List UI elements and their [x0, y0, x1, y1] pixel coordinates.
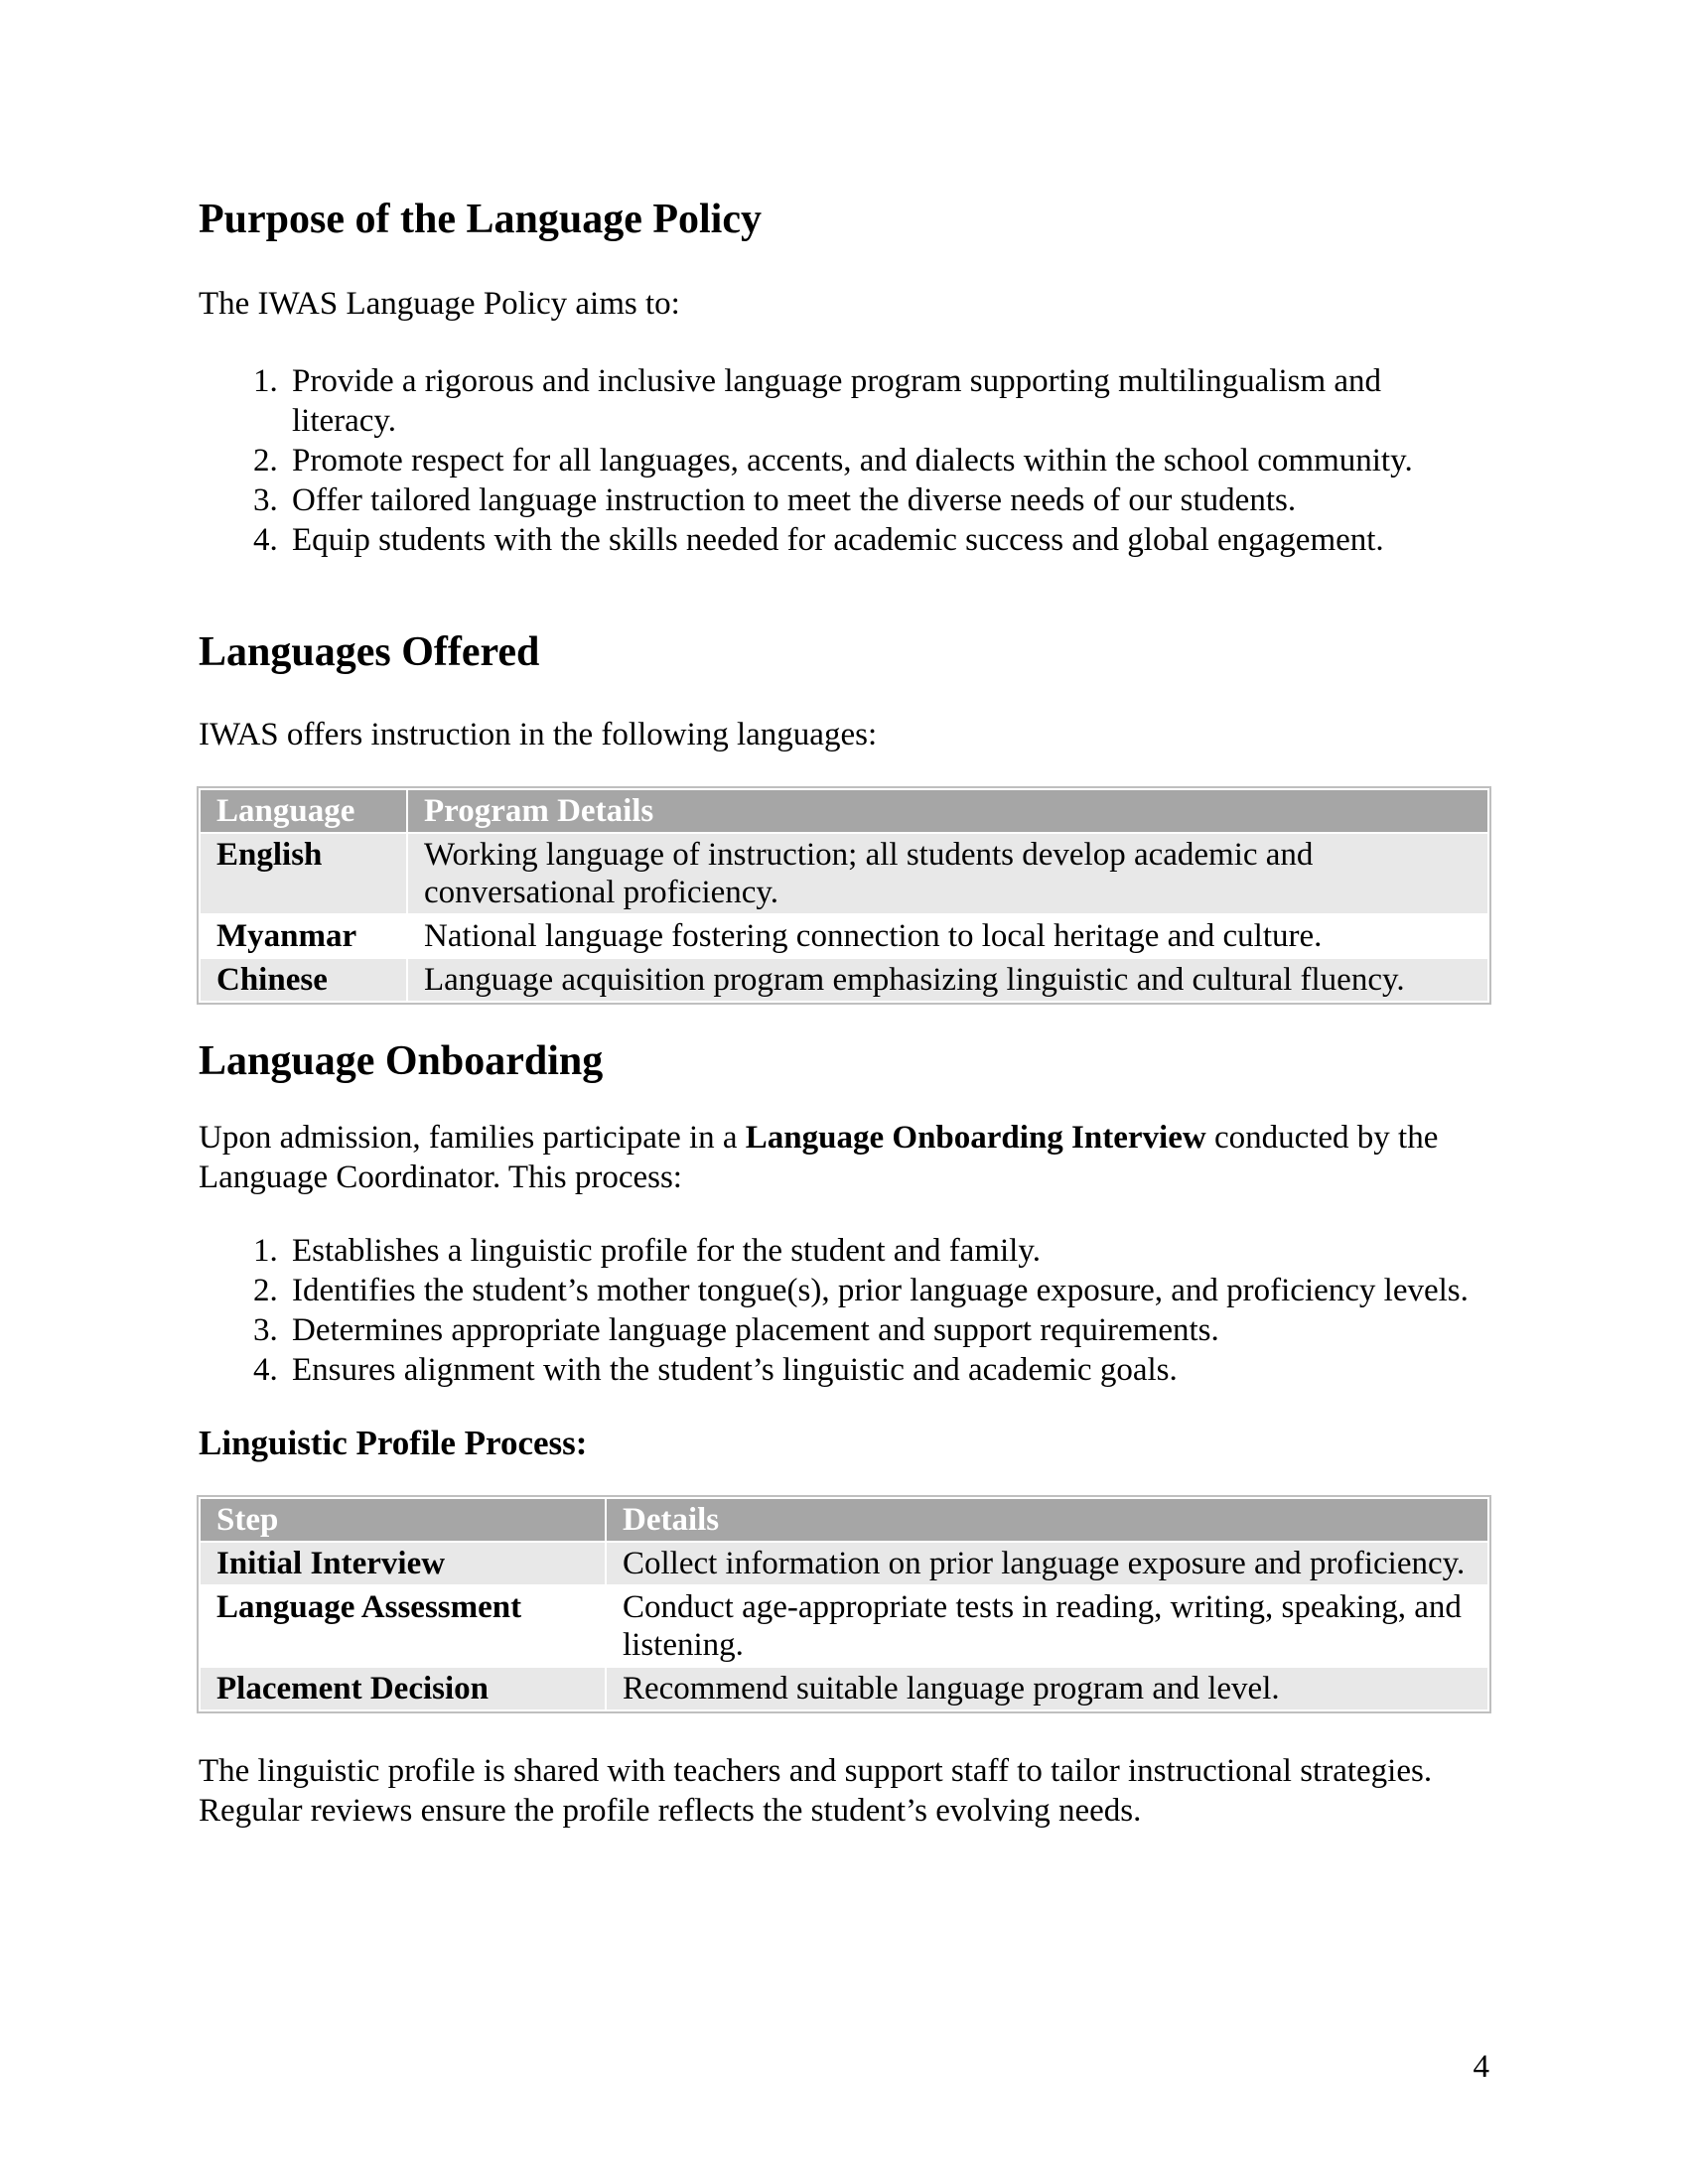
table-row — [200, 1667, 1488, 1710]
linguistic-profile-subheading: Linguistic Profile Process: — [199, 1424, 588, 1462]
linguistic-profile-table — [199, 1497, 1489, 1711]
languages-heading: Languages Offered — [199, 629, 540, 675]
list-item: 2. Promote respect for all languages, accents, and dialects within the school community. — [286, 441, 1489, 480]
intro-prefix: Upon admission, families participate in a — [199, 1120, 746, 1156]
table-row — [200, 914, 1488, 958]
list-item: 3. Offer tailored language instruction to meet the diverse needs of our students. — [286, 480, 1489, 520]
table-cell-language: Myanmar — [200, 914, 407, 958]
table-cell-details: Conduct age-appropriate tests in reading, writing, speaking, and listening. — [606, 1585, 1488, 1667]
table-row — [200, 958, 1488, 1002]
table-cell-step: Language Assessment — [200, 1585, 606, 1667]
onboarding-list — [199, 1231, 1489, 1390]
column-header-program-details: Program Details — [407, 789, 1488, 833]
list-item: 3. Determines appropriate language placement and support requirements. — [286, 1310, 1489, 1350]
table-cell-details: Collect information on prior language exposure and proficiency. — [606, 1542, 1488, 1585]
table-cell-language: Chinese — [200, 958, 407, 1002]
table-header-row — [200, 789, 1488, 833]
purpose-heading: Purpose of the Language Policy — [199, 197, 762, 242]
table-cell-details: Language acquisition program emphasizing linguistic and cultural fluency. — [407, 958, 1488, 1002]
page-number: 4 — [1473, 2049, 1489, 2085]
table-cell-step: Initial Interview — [200, 1542, 606, 1585]
table-row — [200, 1585, 1488, 1667]
languages-intro: IWAS offers instruction in the following languages: — [199, 717, 878, 752]
list-item: 1. Establishes a linguistic profile for the student and family. — [286, 1231, 1489, 1271]
languages-table — [199, 788, 1489, 1003]
column-header-details: Details — [606, 1498, 1488, 1542]
table-cell-details: Recommend suitable language program and level. — [606, 1667, 1488, 1710]
intro-bold-phrase: Language Onboarding Interview — [745, 1120, 1206, 1156]
list-item: 1. Provide a rigorous and inclusive language program supporting multilingualism and literacy. — [286, 361, 1489, 441]
onboarding-heading: Language Onboarding — [199, 1038, 604, 1084]
document-content — [199, 0, 1489, 1831]
purpose-list — [199, 361, 1489, 560]
purpose-intro: The IWAS Language Policy aims to: — [199, 286, 680, 322]
table-cell-step: Placement Decision — [200, 1667, 606, 1710]
column-header-language: Language — [200, 789, 407, 833]
column-header-step: Step — [200, 1498, 606, 1542]
table-cell-details: Working language of instruction; all students develop academic and conversational proficiency. — [407, 833, 1488, 914]
list-item: 4. Equip students with the skills needed for academic success and global engagement. — [286, 520, 1489, 560]
list-item: 2. Identifies the student’s mother tongue(s), prior language exposure, and proficiency levels. — [286, 1271, 1489, 1310]
list-item: 4. Ensures alignment with the student’s linguistic and academic goals. — [286, 1350, 1489, 1390]
closing-paragraph: The linguistic profile is shared with teachers and support staff to tailor instructional strategies. Regular reviews ensure the profile reflects the student’s evolving needs. — [199, 1753, 1433, 1829]
table-header-row — [200, 1498, 1488, 1542]
table-cell-language: English — [200, 833, 407, 914]
table-row — [200, 833, 1488, 914]
table-cell-details: National language fostering connection to local heritage and culture. — [407, 914, 1488, 958]
onboarding-intro — [199, 1118, 1489, 1197]
intro-suffix: conducted by the Language Coordinator. This process: — [199, 1120, 1439, 1195]
table-row — [200, 1542, 1488, 1585]
